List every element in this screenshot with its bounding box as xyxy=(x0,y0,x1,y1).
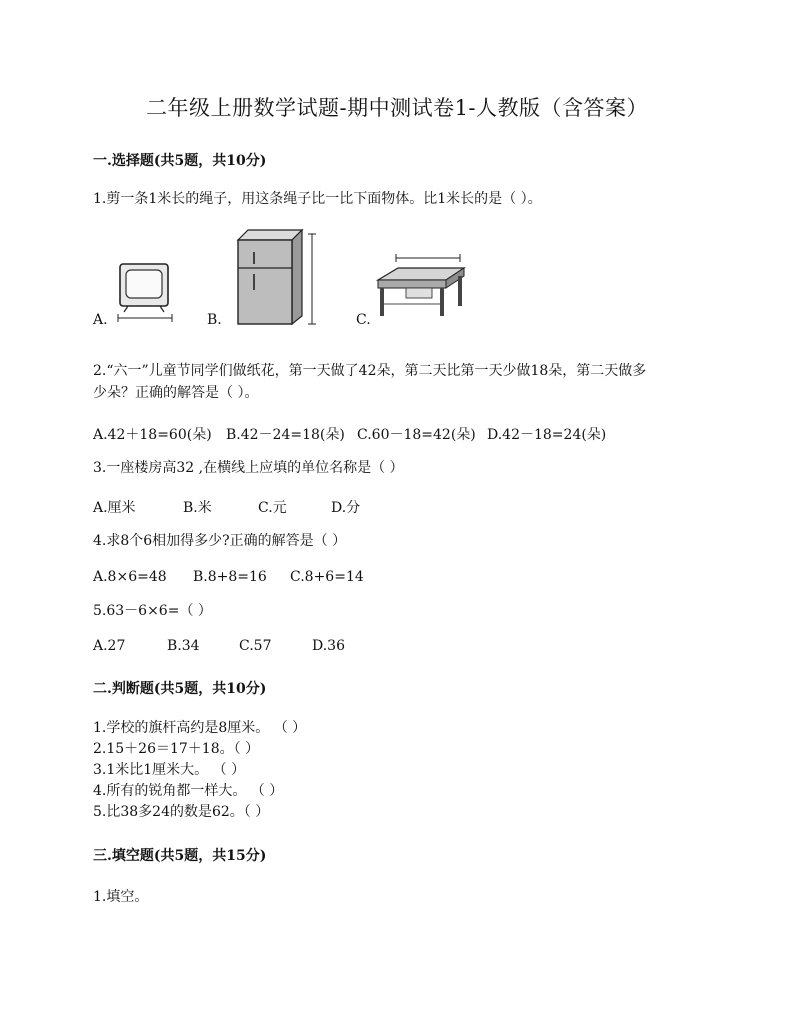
option-d: D.36 xyxy=(312,638,345,654)
judge-item-3: 3.1米比1厘米大。 （ ） xyxy=(93,762,246,778)
option-a: A.8×6=48 xyxy=(93,569,167,585)
option-c: C.57 xyxy=(239,638,272,654)
choice-question-3-options xyxy=(93,497,360,517)
tv-icon xyxy=(114,258,176,324)
option-a: A.27 xyxy=(93,638,126,654)
fill-question-1: 1.填空。 xyxy=(93,889,149,905)
judge-item-4: 4.所有的锐角都一样大。 （ ） xyxy=(93,783,284,799)
option-c: C.元 xyxy=(258,500,287,516)
choice-question-4-options xyxy=(93,569,364,585)
option-c: C.60－18=42(朵) xyxy=(357,427,476,443)
option-b: B.米 xyxy=(183,500,212,516)
choice-question-1: 1.剪一条1米长的绳子，用这条绳子比一比下面物体。比1米长的是（ ）。 xyxy=(93,191,542,207)
choice-question-2-line1: 2.“六一”儿童节同学们做纸花，第一天做了42朵，第二天比第一天少做18朵，第二天做多 xyxy=(93,363,647,379)
choice-question-2-options xyxy=(93,424,606,444)
refrigerator-icon xyxy=(228,226,324,330)
judge-item-2: 2.15＋26＝17＋18。（ ） xyxy=(93,741,260,757)
option-a: A.厘米 xyxy=(93,500,136,516)
option-c-label: C. xyxy=(356,312,371,328)
page-title: 二年级上册数学试题-期中测试卷1-人教版（含答案） xyxy=(145,96,649,120)
choice-question-5-options xyxy=(93,638,345,654)
choice-question-2-line2: 少朵？正确的解答是（ ）。 xyxy=(93,385,259,401)
judge-item-1: 1.学校的旗杆高约是8厘米。 （ ） xyxy=(93,720,307,736)
choice-question-3: 3.一座楼房高32 ,在横线上应填的单位名称是（ ） xyxy=(93,460,404,476)
option-a-label: A. xyxy=(93,312,108,328)
table-icon xyxy=(372,254,472,320)
option-d: D.分 xyxy=(331,500,361,516)
option-b: B.42－24=18(朵) xyxy=(226,427,345,443)
option-c: C.8+6=14 xyxy=(290,569,364,585)
option-b: B.34 xyxy=(167,638,200,654)
option-b: B.8+8=16 xyxy=(193,569,267,585)
option-b-label: B. xyxy=(207,312,222,328)
section-heading-fill: 三.填空题(共5题，共15分) xyxy=(93,848,267,864)
judge-item-5: 5.比38多24的数是62。（ ） xyxy=(93,804,270,820)
section-heading-judge: 二.判断题(共5题，共10分) xyxy=(93,681,267,697)
section-heading-choice: 一.选择题(共5题，共10分) xyxy=(93,153,267,169)
option-a: A.42＋18=60(朵) xyxy=(93,427,212,443)
option-d: D.42－18=24(朵) xyxy=(487,427,607,443)
choice-question-4: 4.求8个6相加得多少?正确的解答是（ ） xyxy=(93,533,347,549)
choice-question-5: 5.63－6×6=（ ） xyxy=(93,603,212,619)
